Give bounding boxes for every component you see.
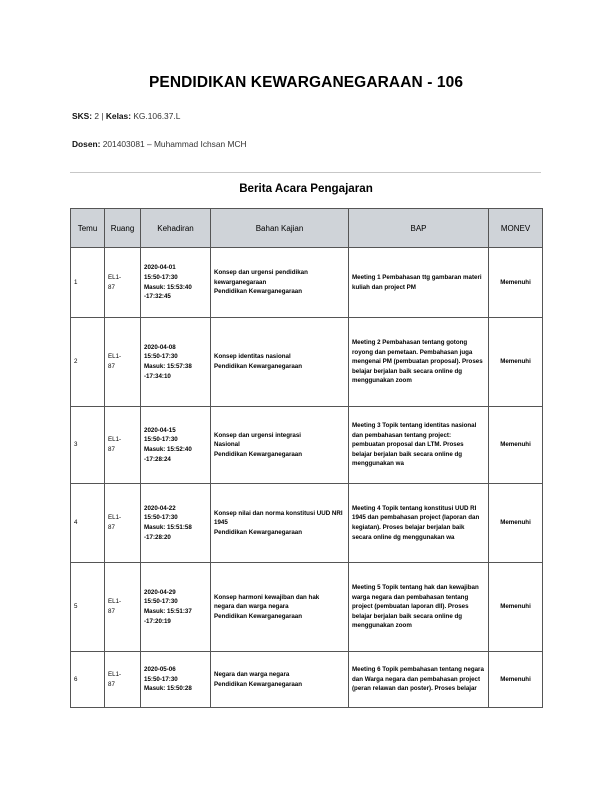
- sks-value: 2: [94, 111, 100, 121]
- dosen-value: 201403081 – Muhammad Ichsan MCH: [102, 139, 247, 149]
- cell-monev: Memenuhi: [489, 484, 543, 563]
- header-bap: BAP: [349, 209, 489, 248]
- header-temu: Temu: [71, 209, 105, 248]
- course-credits-class: [72, 111, 180, 121]
- cell-bap: Meeting 3 Topik tentang identitas nasional dan pembahasan tentang project: pembuatan proposal dan LTM. Proses belajar berjalan baik secara online dg menggunakan wa: [349, 407, 489, 484]
- cell-monev: Memenuhi: [489, 407, 543, 484]
- cell-bap: Meeting 5 Topik tentang hak dan kewajiban warga negara dan pembahasan tentang project (pembuatan laporan dll). Proses belajar berjalan baik secara online dg menggunakan zoom: [349, 563, 489, 652]
- divider: [70, 172, 541, 173]
- cell-temu: 1: [71, 248, 105, 318]
- cell-temu: 3: [71, 407, 105, 484]
- cell-temu: 2: [71, 318, 105, 407]
- cell-temu: 4: [71, 484, 105, 563]
- cell-ruang: EL1- 87: [105, 652, 141, 708]
- cell-kehadiran: 2020-04-08 15:50-17:30 Masuk: 15:57:38 -17:34:10: [141, 318, 211, 407]
- header-bahan-kajian: Bahan Kajian: [211, 209, 349, 248]
- cell-bahan-kajian: Negara dan warga negara Pendidikan Kewarganegaraan: [211, 652, 349, 708]
- cell-monev: Memenuhi: [489, 563, 543, 652]
- table-row: [71, 407, 543, 484]
- cell-monev: Memenuhi: [489, 652, 543, 708]
- header-monev: MONEV: [489, 209, 543, 248]
- separator: |: [101, 111, 104, 121]
- cell-bahan-kajian: Konsep dan urgensi integrasi Nasional Pendidikan Kewarganegaraan: [211, 407, 349, 484]
- course-lecturer: [72, 139, 247, 149]
- cell-bap: Meeting 4 Topik tentang konstitusi UUD RI 1945 dan pembahasan project (laporan dan kegiatan). Proses belajar berjalan baik secara online dg menggunakan wa: [349, 484, 489, 563]
- cell-monev: Memenuhi: [489, 318, 543, 407]
- cell-kehadiran: 2020-04-22 15:50-17:30 Masuk: 15:51:58 -17:28:20: [141, 484, 211, 563]
- cell-bap: Meeting 2 Pembahasan tentang gotong royong dan pemetaan. Pembahasan juga mengenai PM (pembuatan proposal). Proses belajar berjalan baik secara online dg menggunakan zoom: [349, 318, 489, 407]
- cell-bahan-kajian: Konsep dan urgensi pendidikan kewarganegaraan Pendidikan Kewarganegaraan: [211, 248, 349, 318]
- table-row: [71, 248, 543, 318]
- cell-bahan-kajian: Konsep harmoni kewajiban dan hak negara dan warga negara Pendidikan Kewarganegaraan: [211, 563, 349, 652]
- table-row: [71, 563, 543, 652]
- cell-kehadiran: 2020-04-29 15:50-17:30 Masuk: 15:51:37 -17:20:19: [141, 563, 211, 652]
- header-kehadiran: Kehadiran: [141, 209, 211, 248]
- cell-ruang: EL1- 87: [105, 484, 141, 563]
- cell-temu: 5: [71, 563, 105, 652]
- cell-kehadiran: 2020-04-15 15:50-17:30 Masuk: 15:52:40 -17:28:24: [141, 407, 211, 484]
- header-ruang: Ruang: [105, 209, 141, 248]
- sks-label: SKS:: [72, 111, 93, 121]
- cell-kehadiran: 2020-05-06 15:50-17:30 Masuk: 15:50:28: [141, 652, 211, 708]
- course-title: PENDIDIKAN KEWARGANEGARAAN - 106: [148, 74, 464, 91]
- cell-monev: Memenuhi: [489, 248, 543, 318]
- cell-ruang: EL1- 87: [105, 407, 141, 484]
- bap-table: [70, 208, 543, 708]
- table-row: [71, 652, 543, 708]
- dosen-label: Dosen:: [72, 139, 101, 149]
- table-row: [71, 484, 543, 563]
- cell-kehadiran: 2020-04-01 15:50-17:30 Masuk: 15:53:40 -17:32:45: [141, 248, 211, 318]
- cell-bap: Meeting 1 Pembahasan ttg gambaran materi kuliah dan project PM: [349, 248, 489, 318]
- cell-ruang: EL1- 87: [105, 248, 141, 318]
- cell-bap: Meeting 6 Topik pembahasan tentang negara dan Warga negara dan pembahasan project (peran relawan dan poster). Proses belajar: [349, 652, 489, 708]
- cell-ruang: EL1- 87: [105, 563, 141, 652]
- table-row: [71, 318, 543, 407]
- cell-temu: 6: [71, 652, 105, 708]
- section-title: Berita Acara Pengajaran: [239, 182, 373, 195]
- cell-ruang: EL1- 87: [105, 318, 141, 407]
- cell-bahan-kajian: Konsep identitas nasional Pendidikan Kewarganegaraan: [211, 318, 349, 407]
- kelas-value: KG.106.37.L: [133, 111, 181, 121]
- cell-bahan-kajian: Konsep nilai dan norma konstitusi UUD NRI 1945 Pendidikan Kewarganegaraan: [211, 484, 349, 563]
- table-header-row: [71, 209, 543, 248]
- kelas-label: Kelas:: [105, 111, 131, 121]
